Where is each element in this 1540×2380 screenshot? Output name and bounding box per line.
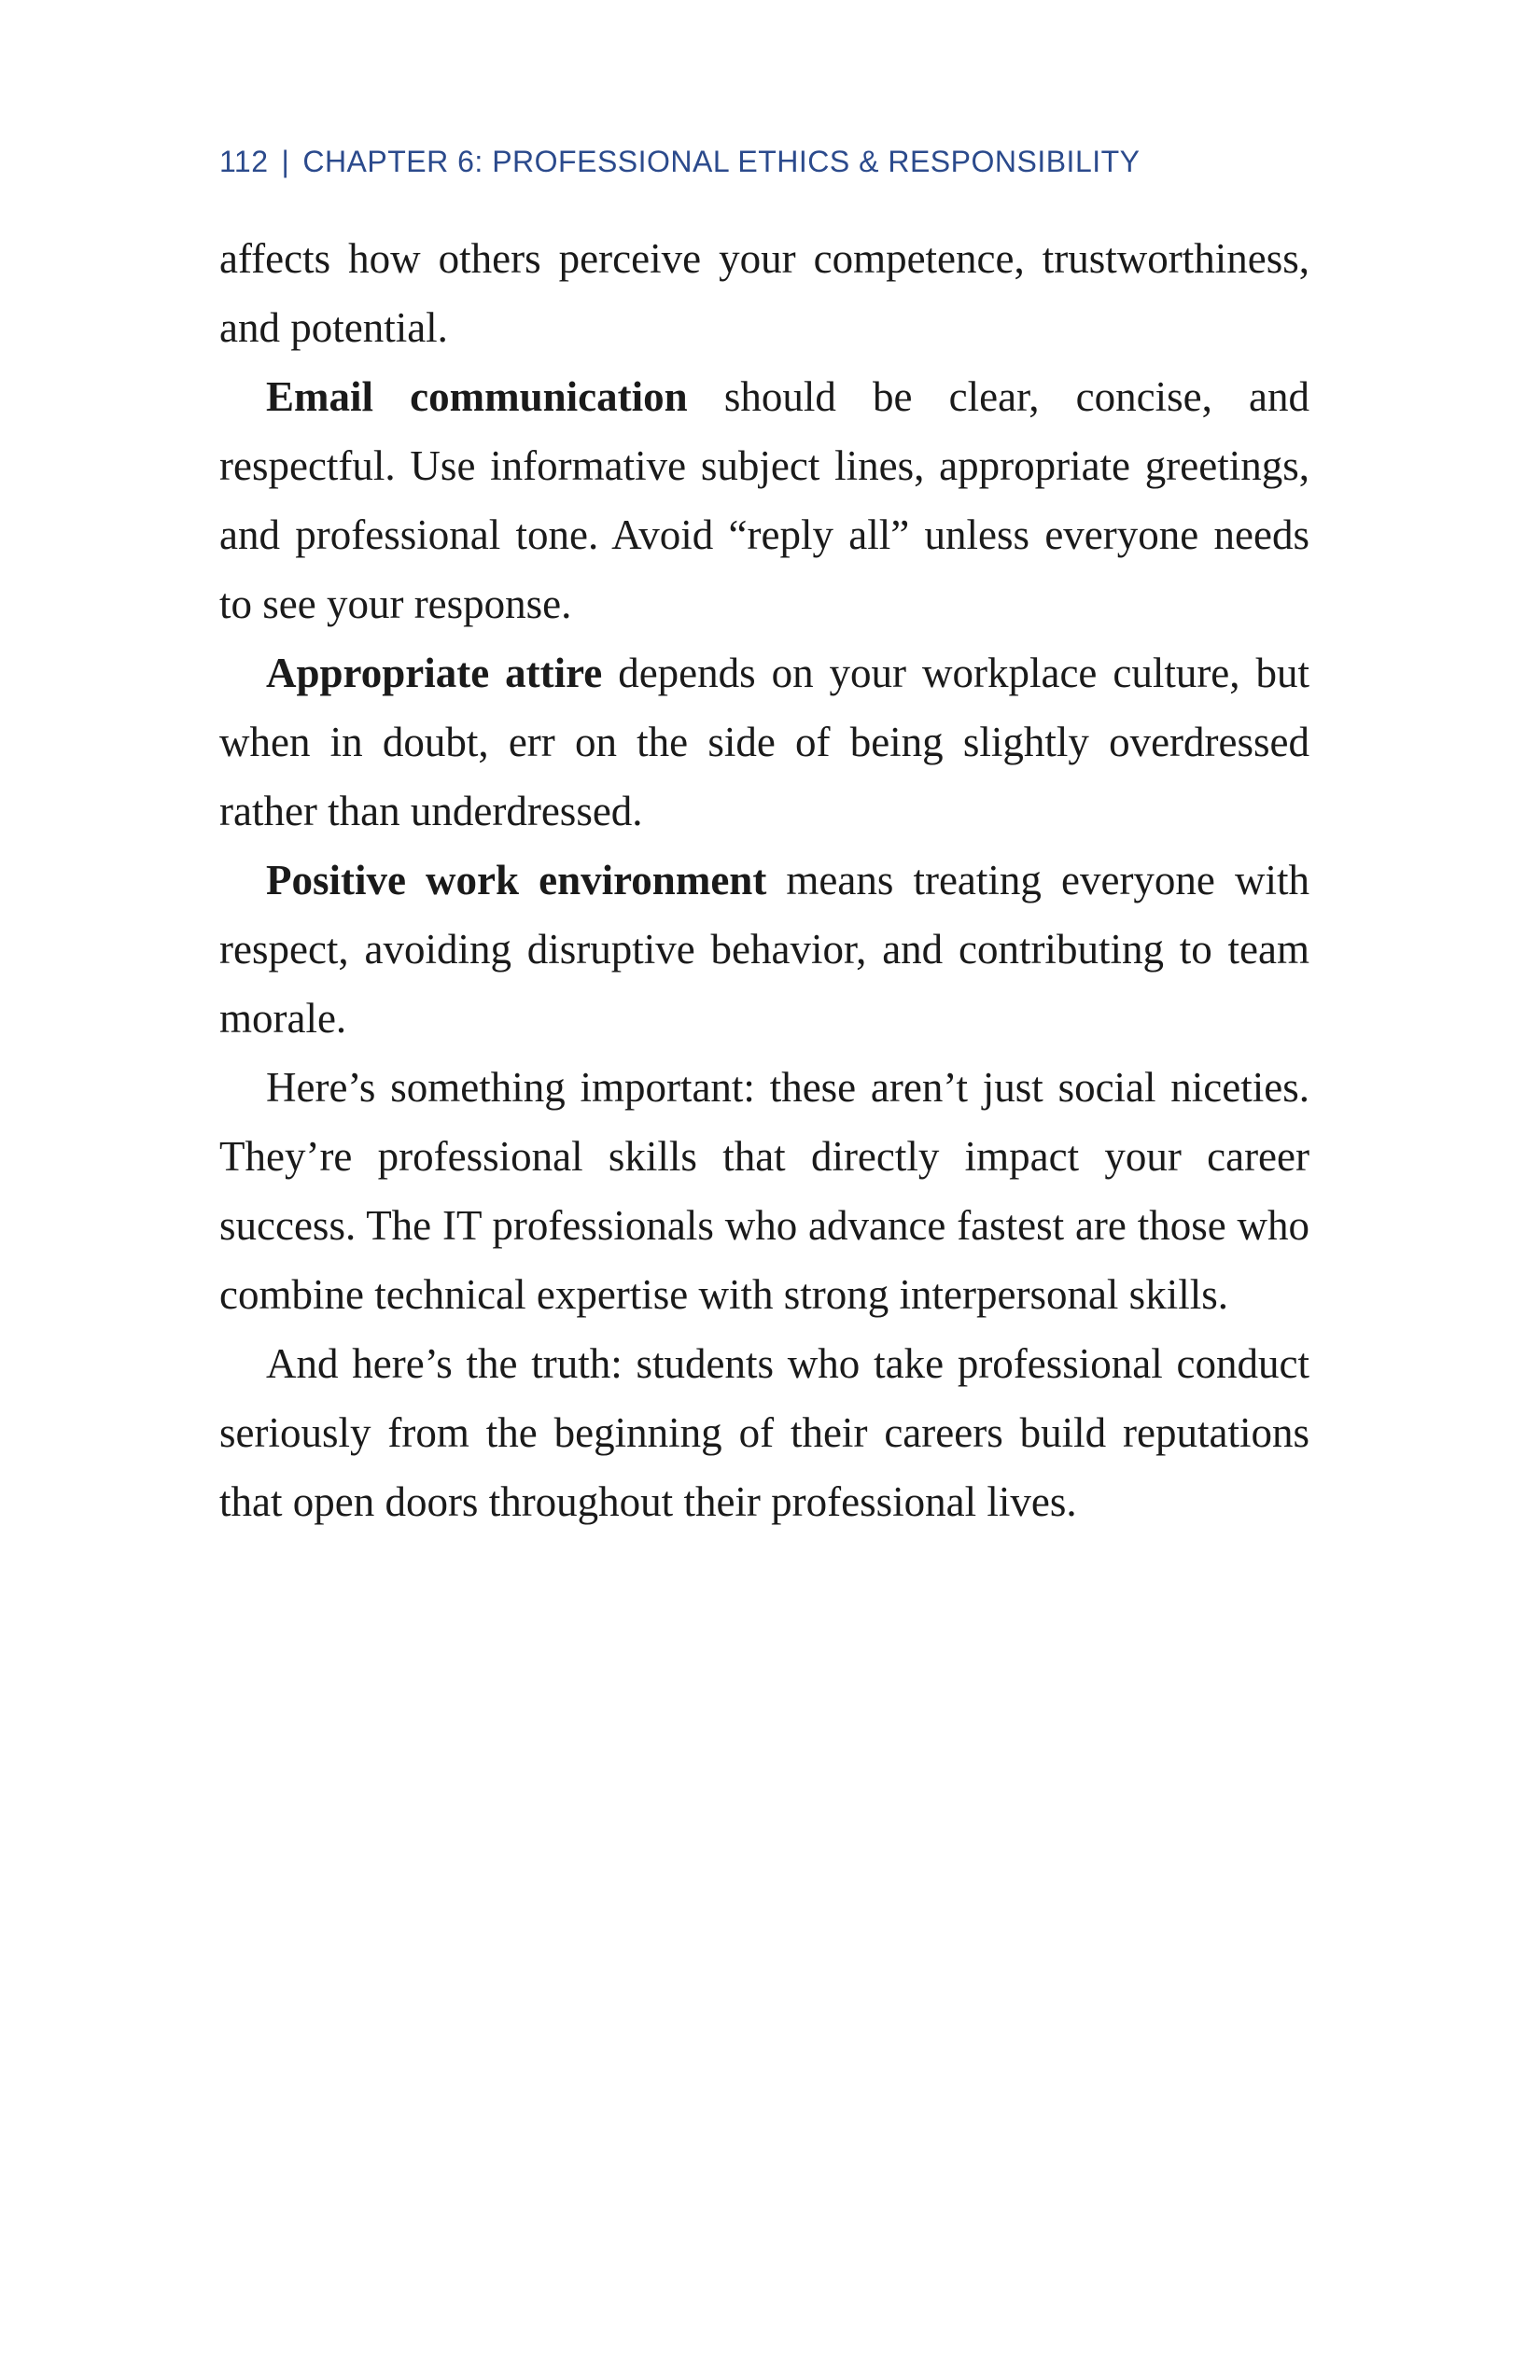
running-header bbox=[219, 145, 1141, 179]
paragraph-lead: Email communication bbox=[266, 373, 688, 420]
paragraph-text: should be clear, concise, and respectful. Use informative subject lines, appropriate greetings, and professional tone. Avoid “reply all” unless everyone needs to see your response. bbox=[219, 373, 1309, 627]
paragraph-email-communication bbox=[219, 362, 1309, 638]
body-text bbox=[219, 224, 1309, 1536]
paragraph-text: Here’s something important: these aren’t just social niceties. They’re professional skills that directly impact your career success. The IT professionals who advance fastest are those who combine technical expertise with strong interpersonal skills. bbox=[219, 1064, 1309, 1318]
paragraph-text: means treating everyone with respect, avoiding disruptive behavior, and contributing to team morale. bbox=[219, 857, 1309, 1042]
paragraph-text: affects how others perceive your competence, trustworthiness, and potential. bbox=[219, 235, 1309, 351]
paragraph-appropriate-attire bbox=[219, 638, 1309, 846]
chapter-title: CHAPTER 6: PROFESSIONAL ETHICS & RESPONSIBILITY bbox=[302, 145, 1141, 178]
paragraph-positive-work-environment bbox=[219, 846, 1309, 1053]
header-separator: | bbox=[281, 145, 290, 178]
paragraph-text: depends on your workplace culture, but when in doubt, err on the side of being slightly overdressed rather than underdressed. bbox=[219, 650, 1309, 834]
paragraph-important bbox=[219, 1053, 1309, 1329]
paragraph-lead: Positive work environment bbox=[266, 857, 767, 903]
paragraph-lead: Appropriate attire bbox=[266, 650, 603, 696]
paragraph-continued bbox=[219, 224, 1309, 362]
page-number: 112 bbox=[219, 145, 269, 178]
paragraph-text: And here’s the truth: students who take professional conduct seriously from the beginning of their careers build reputations that open doors throughout their professional lives. bbox=[219, 1340, 1309, 1525]
paragraph-truth bbox=[219, 1329, 1309, 1536]
